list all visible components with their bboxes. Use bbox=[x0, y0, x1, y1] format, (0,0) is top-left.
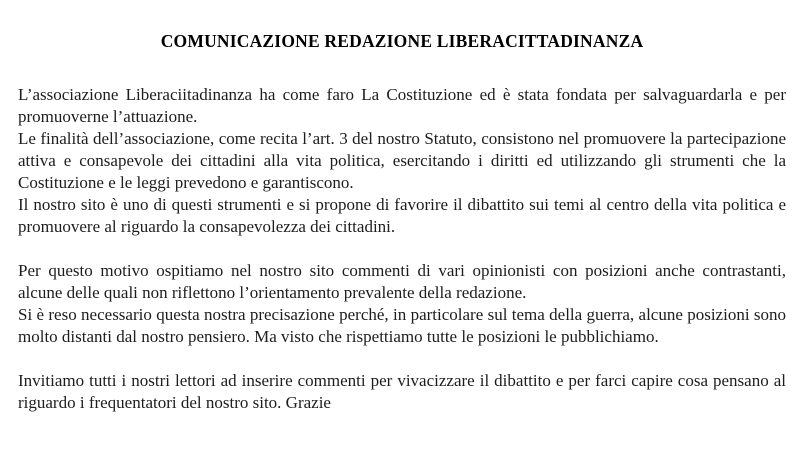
paragraph-block-closing bbox=[18, 370, 786, 414]
paragraph-block-middle bbox=[18, 260, 786, 348]
document-title: COMUNICAZIONE REDAZIONE LIBERACITTADINANZA bbox=[160, 31, 644, 51]
paragraph: Invitiamo tutti i nostri lettori ad inserire commenti per vivacizzare il dibattito e per farci capire cosa pensano al riguardo i frequentatori del nostro sito. Grazie bbox=[18, 371, 786, 412]
paragraph: L’associazione Liberaciitadinanza ha come faro La Costituzione ed è stata fondata per salvaguardarla e per promuoverne l’attuazione. bbox=[18, 85, 786, 126]
paragraph-block-intro bbox=[18, 84, 786, 238]
paragraph: Si è reso necessario questa nostra precisazione perché, in particolare sul tema della guerra, alcune posizioni sono molto distanti dal nostro pensiero. Ma visto che rispettiamo tutte le posizioni le pubblichiamo. bbox=[18, 305, 786, 346]
paragraph: Le finalità dell’associazione, come recita l’art. 3 del nostro Statuto, consistono nel promuovere la partecipazione attiva e consapevole dei cittadini alla vita politica, esercitando i diritti ed utilizzando gli strumenti che la Costituzione e le leggi prevedono e garantiscono. bbox=[18, 129, 786, 192]
paragraph: Il nostro sito è uno di questi strumenti e si propone di favorire il dibattito sui temi al centro della vita politica e promuovere al riguardo la consapevolezza dei cittadini. bbox=[18, 195, 786, 236]
paragraph: Per questo motivo ospitiamo nel nostro sito commenti di vari opinionisti con posizioni anche contrastanti, alcune delle quali non riflettono l’orientamento prevalente della redazione. bbox=[18, 261, 786, 302]
